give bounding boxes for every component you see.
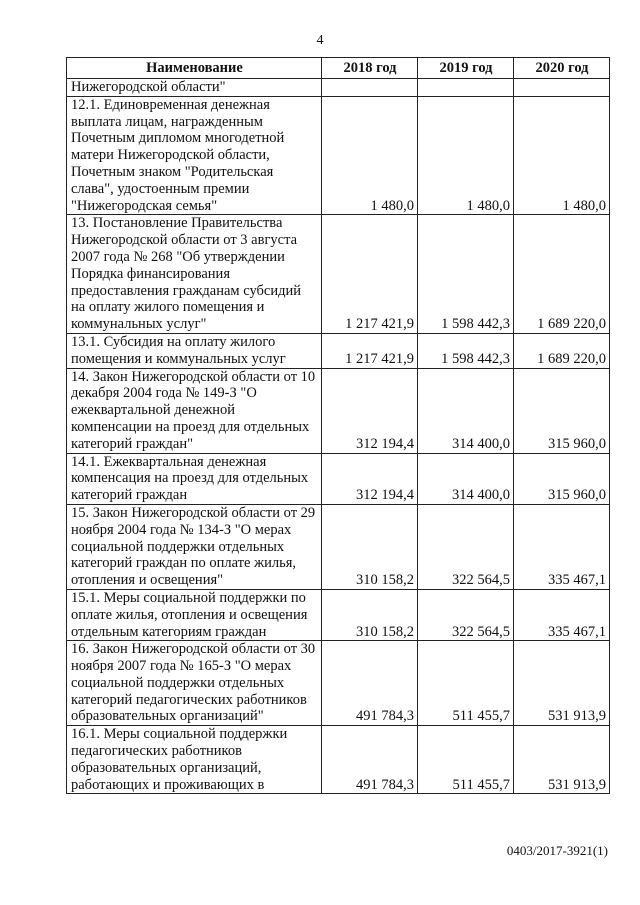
row-2019: 1 598 442,3 <box>418 333 514 368</box>
table-row <box>67 589 610 640</box>
header-2018: 2018 год <box>322 58 418 79</box>
row-2019 <box>418 79 514 97</box>
row-2018 <box>322 79 418 97</box>
table-row <box>67 641 610 726</box>
header-name: Наименование <box>67 58 322 79</box>
row-2019: 314 400,0 <box>418 368 514 453</box>
row-name: 12.1. Единовременная денежная выплата лицам, награжденным Почетным дипломом многодетной матери Нижегородской области, Почетным знаком "Родительская слава", удостоенным премии "Нижегородская семья" <box>67 96 322 215</box>
row-2019: 322 564,5 <box>418 504 514 589</box>
row-2018: 1 217 421,9 <box>322 215 418 334</box>
row-2020: 315 960,0 <box>514 368 610 453</box>
table-row <box>67 368 610 453</box>
table-row <box>67 79 610 97</box>
budget-table <box>66 57 610 794</box>
table-row <box>67 726 610 794</box>
table-row <box>67 453 610 504</box>
row-2018: 310 158,2 <box>322 589 418 640</box>
row-name: 16.1. Меры социальной поддержки педагогических работников образовательных организаций, работающих и проживающих в <box>67 726 322 794</box>
row-name: 13.1. Субсидия на оплату жилого помещения и коммунальных услуг <box>67 333 322 368</box>
row-2018: 491 784,3 <box>322 641 418 726</box>
page-number: 4 <box>316 33 324 48</box>
row-2020: 531 913,9 <box>514 726 610 794</box>
header-2019: 2019 год <box>418 58 514 79</box>
row-2020: 531 913,9 <box>514 641 610 726</box>
row-2019: 511 455,7 <box>418 726 514 794</box>
table-header-row <box>67 58 610 79</box>
row-2018: 310 158,2 <box>322 504 418 589</box>
row-2018: 1 480,0 <box>322 96 418 215</box>
header-2020: 2020 год <box>514 58 610 79</box>
document-code: 0403/2017-3921(1) <box>506 843 608 858</box>
table-row <box>67 215 610 334</box>
row-2019: 511 455,7 <box>418 641 514 726</box>
row-name: 15.1. Меры социальной поддержки по оплате жилья, отопления и освещения отдельным категориям граждан <box>67 589 322 640</box>
row-2020: 335 467,1 <box>514 504 610 589</box>
row-2020: 1 689 220,0 <box>514 215 610 334</box>
row-2018: 491 784,3 <box>322 726 418 794</box>
row-2020: 335 467,1 <box>514 589 610 640</box>
table-row <box>67 504 610 589</box>
row-2019: 1 598 442,3 <box>418 215 514 334</box>
row-2020: 315 960,0 <box>514 453 610 504</box>
row-2019: 1 480,0 <box>418 96 514 215</box>
row-2018: 312 194,4 <box>322 368 418 453</box>
row-name: 15. Закон Нижегородской области от 29 ноября 2004 года № 134-З "О мерах социальной поддержки отдельных категорий граждан по оплате жилья, отопления и освещения" <box>67 504 322 589</box>
row-2019: 314 400,0 <box>418 453 514 504</box>
row-2020: 1 480,0 <box>514 96 610 215</box>
row-name: 14.1. Ежеквартальная денежная компенсация на проезд для отдельных категорий граждан <box>67 453 322 504</box>
row-name: 14. Закон Нижегородской области от 10 декабря 2004 года № 149-З "О ежеквартальной денежной компенсации на проезд для отдельных категорий граждан" <box>67 368 322 453</box>
row-name: Нижегородской области" <box>67 79 322 97</box>
row-2018: 1 217 421,9 <box>322 333 418 368</box>
row-2019: 322 564,5 <box>418 589 514 640</box>
table-row <box>67 333 610 368</box>
row-name: 16. Закон Нижегородской области от 30 ноября 2007 года № 165-З "О мерах социальной поддержки отдельных категорий педагогических работников образовательных организаций" <box>67 641 322 726</box>
table-row <box>67 96 610 215</box>
row-name: 13. Постановление Правительства Нижегородской области от 3 августа 2007 года № 268 "Об утверждении Порядка финансирования предоставления гражданам субсидий на оплату жилого помещения и коммунальных услуг" <box>67 215 322 334</box>
row-2020 <box>514 79 610 97</box>
row-2020: 1 689 220,0 <box>514 333 610 368</box>
row-2018: 312 194,4 <box>322 453 418 504</box>
